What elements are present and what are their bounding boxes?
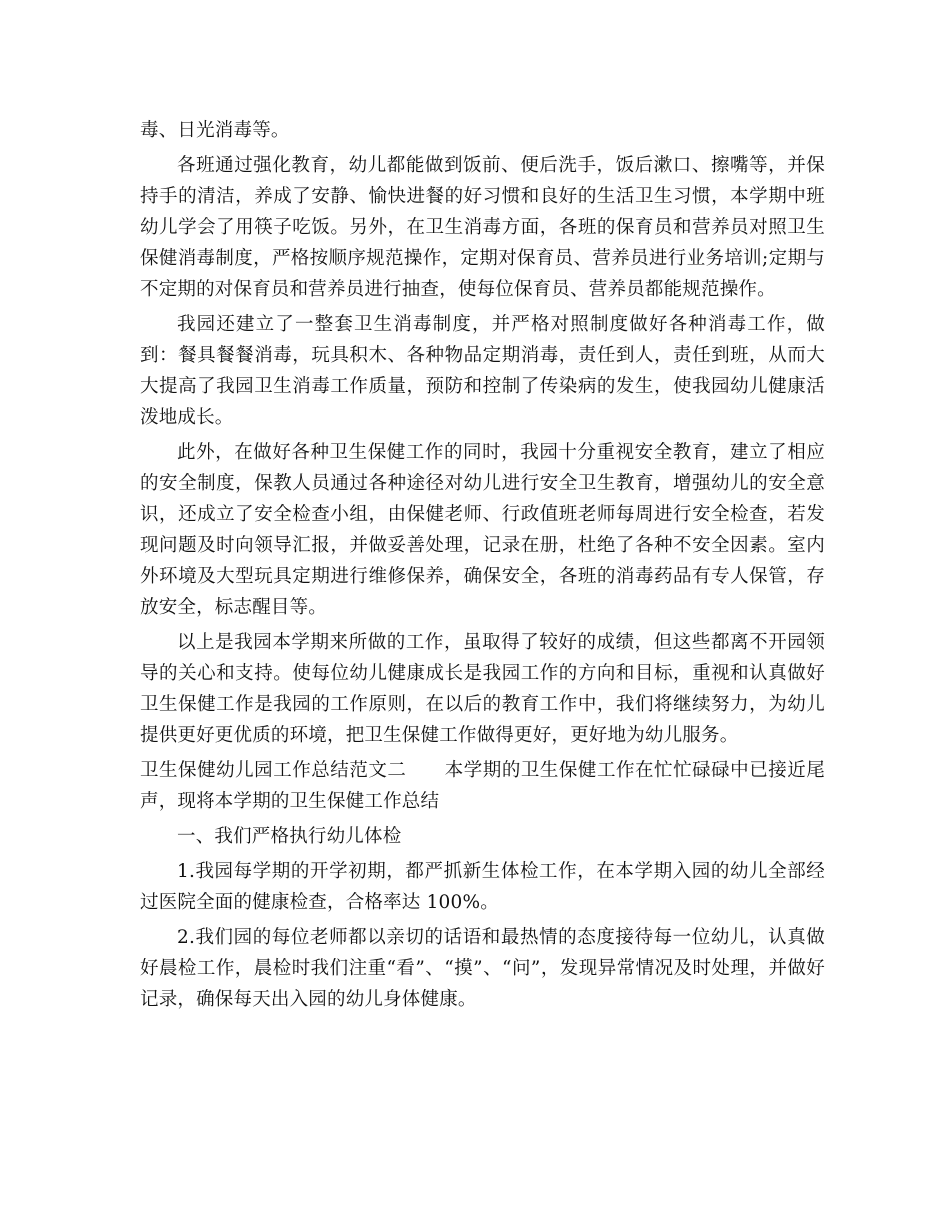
section-heading: [140, 755, 825, 817]
document-page: [140, 115, 825, 1019]
list-item-morning-check: 2.我们园的每位老师都以亲切的话语和最热情的态度接待每一位幼儿，认真做好晨检工作，晨检时我们注重“看”、“摸”、“问”，发现异常情况及时处理，并做好记录，确保每天出入园的幼儿身体健康。: [140, 927, 825, 1010]
paragraph-safety-education: 此外，在做好各种卫生保健工作的同时，我园十分重视安全教育，建立了相应的安全制度，保教人员通过各种途径对幼儿进行安全卫生教育，增强幼儿的安全意识，还成立了安全检查小组，由保健老师、行政值班老师每周进行安全检查，若发现问题及时向领导汇报，并做妥善处理，记录在册，杜绝了各种不安全因素。室内外环境及大型玩具定期进行维修保养，确保安全，各班的消毒药品有专人保管，存放安全，标志醒目等。: [140, 442, 825, 618]
paragraph-hygiene-habits: 各班通过强化教育，幼儿都能做到饭前、便后洗手，饭后漱口、擦嘴等，并保持手的清洁，养成了安静、愉快进餐的好习惯和良好的生活卫生习惯，本学期中班幼儿学会了用筷子吃饭。另外，在卫生消毒方面，各班的保育员和营养员对照卫生保健消毒制度，严格按顺序规范操作，定期对保育员、营养员进行业务培训;定期与不定期的对保育员和营养员进行抽查，使每位保育员、营养员都能规范操作。: [140, 155, 825, 300]
list-item-heading: 一、我们严格执行幼儿体检: [177, 826, 402, 847]
section-intro: 本学期的卫生保健工作在忙忙碌碌中已接近尾声，现将本学期的卫生保健工作总结: [140, 760, 825, 812]
paragraph-conclusion: 以上是我园本学期来所做的工作，虽取得了较好的成绩，但这些都离不开园领导的关心和支持。使每位幼儿健康成长是我园工作的方向和目标，重视和认真做好卫生保健工作是我园的工作原则，在以后的教育工作中，我们将继续努力，为幼儿提供更好更优质的环境，把卫生保健工作做得更好，更好地为幼儿服务。: [140, 632, 825, 746]
list-item-checkup: 1.我园每学期的开学初期，都严抓新生体检工作，在本学期入园的幼儿全部经过医院全面的健康检查，合格率达 100%。: [140, 861, 825, 913]
paragraph-disinfection-system: 我园还建立了一整套卫生消毒制度，并严格对照制度做好各种消毒工作，做到：餐具餐餐消毒，玩具积木、各种物品定期消毒，责任到人，责任到班，从而大大提高了我园卫生消毒工作质量，预防和控制了传染病的发生，使我园幼儿健康活泼地成长。: [140, 314, 825, 428]
section-title: 卫生保健幼儿园工作总结范文二: [140, 760, 407, 781]
paragraph-continuation: 毒、日光消毒等。: [140, 120, 290, 141]
